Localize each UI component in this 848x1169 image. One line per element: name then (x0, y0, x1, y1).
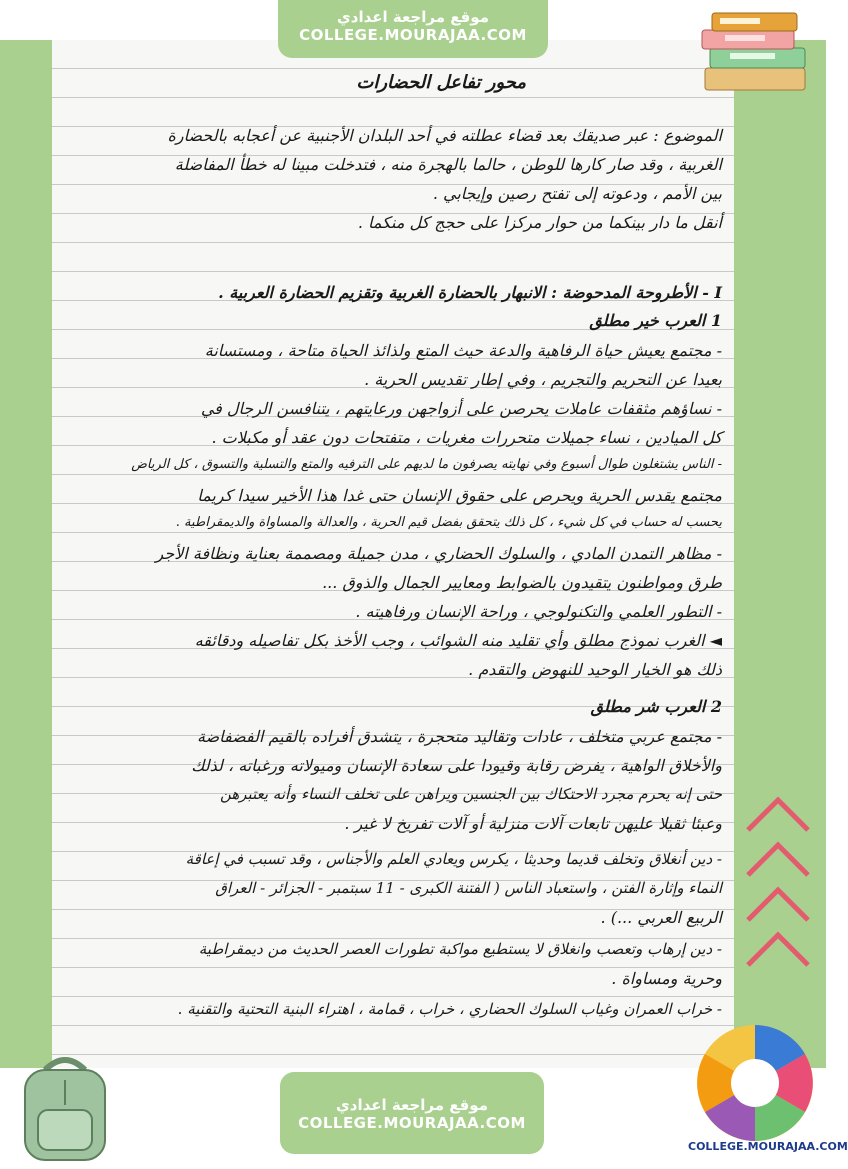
text-line: - دين أنغلاق وتخلف قديما وحديثا ، يكرس ويعادي العلم والأجناس ، وقد تسبب في إعاقة (185, 850, 722, 868)
text-line: ◄ الغرب نموذج مطلق وأي تقليد منه الشوائب ، وجب الأخذ بكل تفاصيله ودقائقه (194, 631, 722, 650)
document-title: محور تفاعل الحضارات (356, 72, 526, 93)
text-line: - مظاهر التمدن المادي ، والسلوك الحضاري ، مدن جميلة ومصممة بعناية ونظافة الأجر (155, 544, 722, 563)
header-site-ar: موقع مراجعة اعدادي (337, 8, 489, 26)
text-line: بين الأمم ، ودعوته إلى تفتح رصين وإيجابي . (432, 184, 722, 203)
text-line: أنقل ما دار بينكما من حوار مركزا على حجج كل منكما . (357, 213, 722, 232)
text-line: الموضوع : عبر صديقك بعد قضاء عطلته في أحد البلدان الأجنبية عن أعجابه بالحضارة (167, 126, 722, 145)
text-line: وعبئا ثقيلا عليهن تابعات آلات منزلية أو آلات تفريخ لا غير . (344, 814, 722, 833)
footer-site-ar: موقع مراجعة اعدادي (336, 1096, 488, 1114)
text-line: - نساؤهم مثقفات عاملات يحرصن على أزواجهن ورعايتهم ، يتنافسن الرجال في (200, 399, 722, 418)
text-line: وحرية ومساواة . (611, 969, 722, 988)
text-line: بعيدا عن التحريم والتجريم ، وفي إطار تقديس الحرية . (364, 370, 722, 389)
text-line: الغربية ، وقد صار كارها للوطن ، حالما بالهجرة منه ، فتدخلت مبينا له خطأ المفاضلة (174, 155, 722, 174)
text-line: - مجتمع يعيش حياة الرفاهية والدعة حيث المتع ولذائذ الحياة متاحة ، ومستسانة (204, 341, 722, 360)
footer-banner (280, 1072, 544, 1154)
text-line: - التطور العلمي والتكنولوجي ، وراحة الإنسان ورفاهيته . (355, 602, 722, 621)
footer-logo-text: COLLEGE.MOURAJAA.COM (688, 1140, 848, 1153)
text-line: يحسب له حساب في كل شيء ، كل ذلك يتحقق بفضل قيم الحرية ، والعدالة والمساواة والديمقراطية . (175, 515, 722, 530)
text-line: النماء وإثارة الفتن ، واستعباد الناس ( الفتنة الكبرى - 11 سبتمبر - الجزائر - العراق (215, 879, 722, 897)
text-line: - خراب العمران وغياب السلوك الحضاري ، خراب ، قمامة ، اهتراء البنية التحتية والتقنية . (177, 1000, 722, 1018)
frame-left (0, 40, 52, 1068)
text-line: طرق ومواطنون يتقيدون بالضوابط ومعايير الجمال والذوق ... (322, 573, 722, 592)
chevron-decoration-icon (738, 790, 818, 1040)
text-line: ذلك هو الخيار الوحيد للنهوض والتقدم . (468, 660, 722, 679)
footer-site-en: COLLEGE.MOURAJAA.COM (298, 1114, 526, 1132)
text-line: والأخلاق الواهية ، يفرض رقابة وقيودا على سعادة الإنسان وميولاته ورغباته ، لذلك (191, 756, 722, 775)
header-banner (278, 0, 548, 58)
subsection-heading: 2 العرب شر مطلق (590, 697, 722, 716)
text-line: - مجتمع عربي متخلف ، عادات وتقاليد متحجرة ، يتشدق أفراده بالقيم الفضفاضة (196, 727, 722, 746)
text-line: حتى إنه يحرم مجرد الاحتكاك بين الجنسين ويراهن على تخلف النساء وأنه يعتبرهن (219, 785, 722, 803)
backpack-icon (10, 1050, 120, 1165)
text-line: مجتمع يقدس الحرية ويحرص على حقوق الإنسان حتى غدا هذا الأخير سيدا كريما (197, 486, 722, 505)
education-wheel-icon (694, 1022, 816, 1144)
text-line: كل الميادين ، نساء جميلات متحررات مغريات ، متفتحات دون عقد أو مكبلات . (211, 428, 722, 447)
text-line: - الناس يشتغلون طوال أسبوع وفي نهايته يصرفون ما لديهم على الترفيه والمتع والتسلية والتسوق ، كل الرياض (131, 457, 722, 472)
section-heading: I - الأطروحة المدحوضة : الانبهار بالحضارة الغربية وتقزيم الحضارة العربية . (218, 283, 722, 302)
text-line: - دين إرهاب وتعصب وانغلاق لا يستطيع مواكبة تطورات العصر الحديث من ديمقراطية (198, 940, 722, 958)
header-site-en: COLLEGE.MOURAJAA.COM (299, 26, 527, 44)
text-line: الربيع العربي ...) . (600, 908, 722, 927)
books-icon (700, 8, 815, 103)
subsection-heading: 1 العرب خير مطلق (589, 311, 722, 330)
